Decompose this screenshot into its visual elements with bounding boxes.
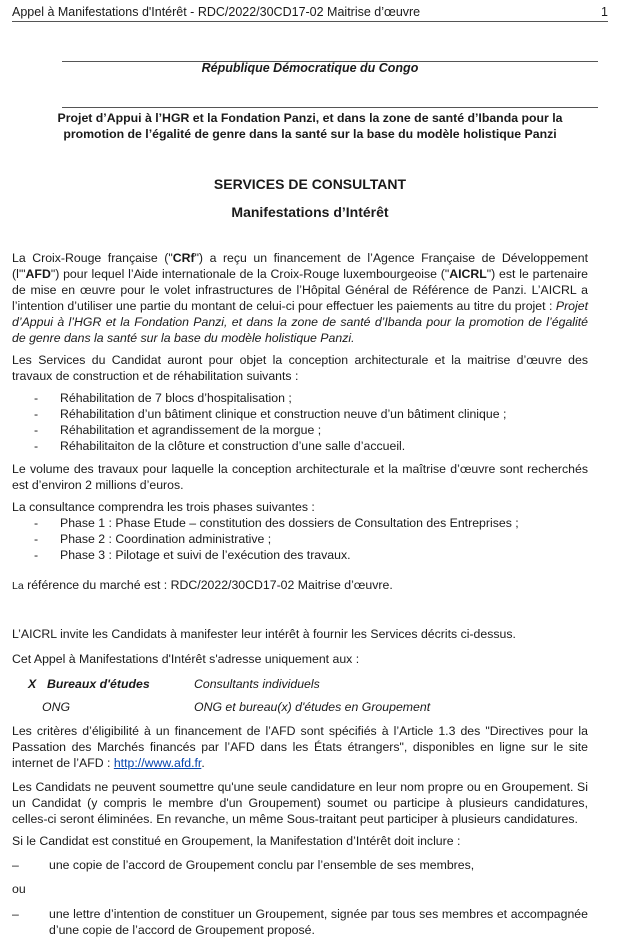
services-paragraph: Les Services du Candidat auront pour objet la conception architecturale et la maitrise d’œuvre des travaux de construction et de réhabilitation suivants :: [12, 353, 588, 383]
eligibility-end: .: [201, 756, 205, 770]
project-title: [12, 110, 608, 142]
eligibility-text: Les critères d’éligibilité à un financement de l’AFD sont spécifiés à l’Article 1.3 des "Directives pour la Passation des Marchés financés par l’AFD dans les États étrangers", disponibles en ligne sur le site internet de l’AFD :: [12, 724, 588, 770]
list-dash: -: [34, 532, 39, 546]
header-title: Appel à Manifestations d'Intérêt - RDC/2022/30CD17-02 Maitrise d’œuvre: [12, 5, 421, 19]
audience-ong: ONG: [42, 700, 71, 714]
afd-website-link[interactable]: http://www.afd.fr: [113, 756, 202, 770]
list-item-text: Réhabilitaiton de la clôture et construction d’une salle d’accueil.: [60, 439, 406, 453]
audience-bureaux: Bureaux d'études: [47, 677, 150, 691]
list-dash: -: [34, 516, 39, 530]
list-item-text: Phase 3 : Pilotage et suivi de l’exécution des travaux.: [60, 548, 351, 562]
list-item: [34, 406, 594, 422]
list-item-text: une lettre d’intention de constituer un Groupement, signée par tous ses membres et accompagnée d’une copie de l’accord de Groupement proposé.: [49, 907, 588, 937]
list-item: [34, 531, 594, 547]
list-item-text: une copie de l’accord de Groupement conclu par l’ensemble de ses membres,: [49, 858, 475, 872]
project-title-line1: Projet d’Appui à l’HGR et la Fondation Panzi, et dans la zone de santé d’Ibanda pour la: [57, 111, 563, 125]
list-dash: -: [34, 391, 39, 405]
project-title-line2: promotion de l’égalité de genre dans la santé sur la base du modèle holistique Panzi: [63, 127, 557, 141]
candidates-paragraph: Les Candidats ne peuvent soumettre qu'une seule candidature en leur nom propre ou en Groupement. Si un Candidat (y compris le membre d'un Groupement) soumet ou participe à plusieurs candidatures, celles-ci seront éliminées. En revanche, un même Sous-traitant peut participer à plusieurs candidatures.: [12, 780, 588, 826]
list-item: [34, 547, 594, 563]
groupement-paragraph: Si le Candidat est constitué en Groupement, la Manifestation d’Intérêt doit inclure :: [12, 834, 461, 848]
groupement-item-2: [12, 906, 588, 938]
intro-text-1: La Croix-Rouge française (": [12, 251, 173, 265]
list-item: [34, 438, 594, 454]
audience-groupement: ONG et bureau(x) d'études en Groupement: [194, 700, 431, 714]
intro-text-3: ") pour lequel l’Aide internationale de la Croix-Rouge luxembourgeoise (": [50, 267, 450, 281]
list-item-text: Phase 2 : Coordination administrative ;: [60, 532, 272, 546]
intro-paragraph: [12, 250, 588, 346]
list-dash: –: [12, 858, 19, 872]
eligibility-paragraph: [12, 723, 588, 771]
intro-text-4: ") est le partenaire de mise en œuvre pour le volet infrastructures de l’Hôpital Général de Référence de Panzi. L’AICRL a l’intention d’utiliser une partie du montant de celui-ci pour effectuer les paiements au titre du projet :: [12, 267, 589, 313]
list-item-text: Réhabilitation et agrandissement de la morgue ;: [60, 423, 322, 437]
reference-prefix: La: [12, 580, 24, 592]
invite-paragraph: L’AICRL invite les Candidats à manifester leur intérêt à fournir les Services décrits ci-dessus.: [12, 627, 516, 641]
crf-acronym: CRf: [172, 251, 195, 265]
page-header: [12, 2, 608, 22]
phases-intro: La consultance comprendra les trois phases suivantes :: [12, 500, 315, 514]
list-dash: -: [34, 548, 39, 562]
country-name: République Démocratique du Congo: [201, 61, 419, 75]
intro-project-name: Projet d’Appui à l’HGR et la Fondation Panzi, et dans la zone de santé d’Ibanda pour la promotion de l’égalité de genre dans la santé sur la base du modèle holistique Panzi.: [12, 299, 588, 345]
list-dash: -: [34, 423, 39, 437]
rule-bottom: [62, 107, 598, 108]
list-item-text: Phase 1 : Phase Etude – constitution des dossiers de Consultation des Entreprises ;: [60, 516, 519, 530]
list-dash: –: [12, 907, 19, 921]
intro-text-2: ") a reçu un financement de l’Agence Française de Développement (l'": [12, 251, 588, 281]
aicrl-acronym: AICRL: [449, 267, 487, 281]
volume-paragraph: Le volume des travaux pour laquelle la conception architecturale et la maîtrise d’œuvre sont recherchés est d’environ 2 millions d’euros.: [12, 462, 588, 492]
page-number: 1: [601, 5, 608, 19]
list-item-text: Réhabilitation de 7 blocs d’hospitalisation ;: [60, 391, 292, 405]
page-subheading: Manifestations d’Intérêt: [231, 204, 389, 220]
afd-acronym: AFD: [25, 267, 51, 281]
addressed-paragraph: Cet Appel à Manifestations d'Intérêt s'adresse uniquement aux :: [12, 652, 360, 666]
ou-text: ou: [12, 882, 26, 896]
list-dash: -: [34, 439, 39, 453]
list-item-text: Réhabilitation d’un bâtiment clinique et construction neuve d’un bâtiment clinique ;: [60, 407, 507, 421]
reference-text: référence du marché est : RDC/2022/30CD17-02 Maitrise d’œuvre.: [27, 578, 393, 592]
list-item: [34, 422, 594, 438]
reference-paragraph: [12, 577, 588, 594]
works-list: [34, 390, 594, 454]
list-item: [34, 390, 594, 406]
audience-consultants: Consultants individuels: [194, 677, 320, 691]
list-dash: -: [34, 407, 39, 421]
phases-list: [34, 515, 594, 563]
selected-mark: X: [28, 677, 37, 691]
list-item: [34, 515, 594, 531]
page-heading: SERVICES DE CONSULTANT: [213, 176, 407, 192]
